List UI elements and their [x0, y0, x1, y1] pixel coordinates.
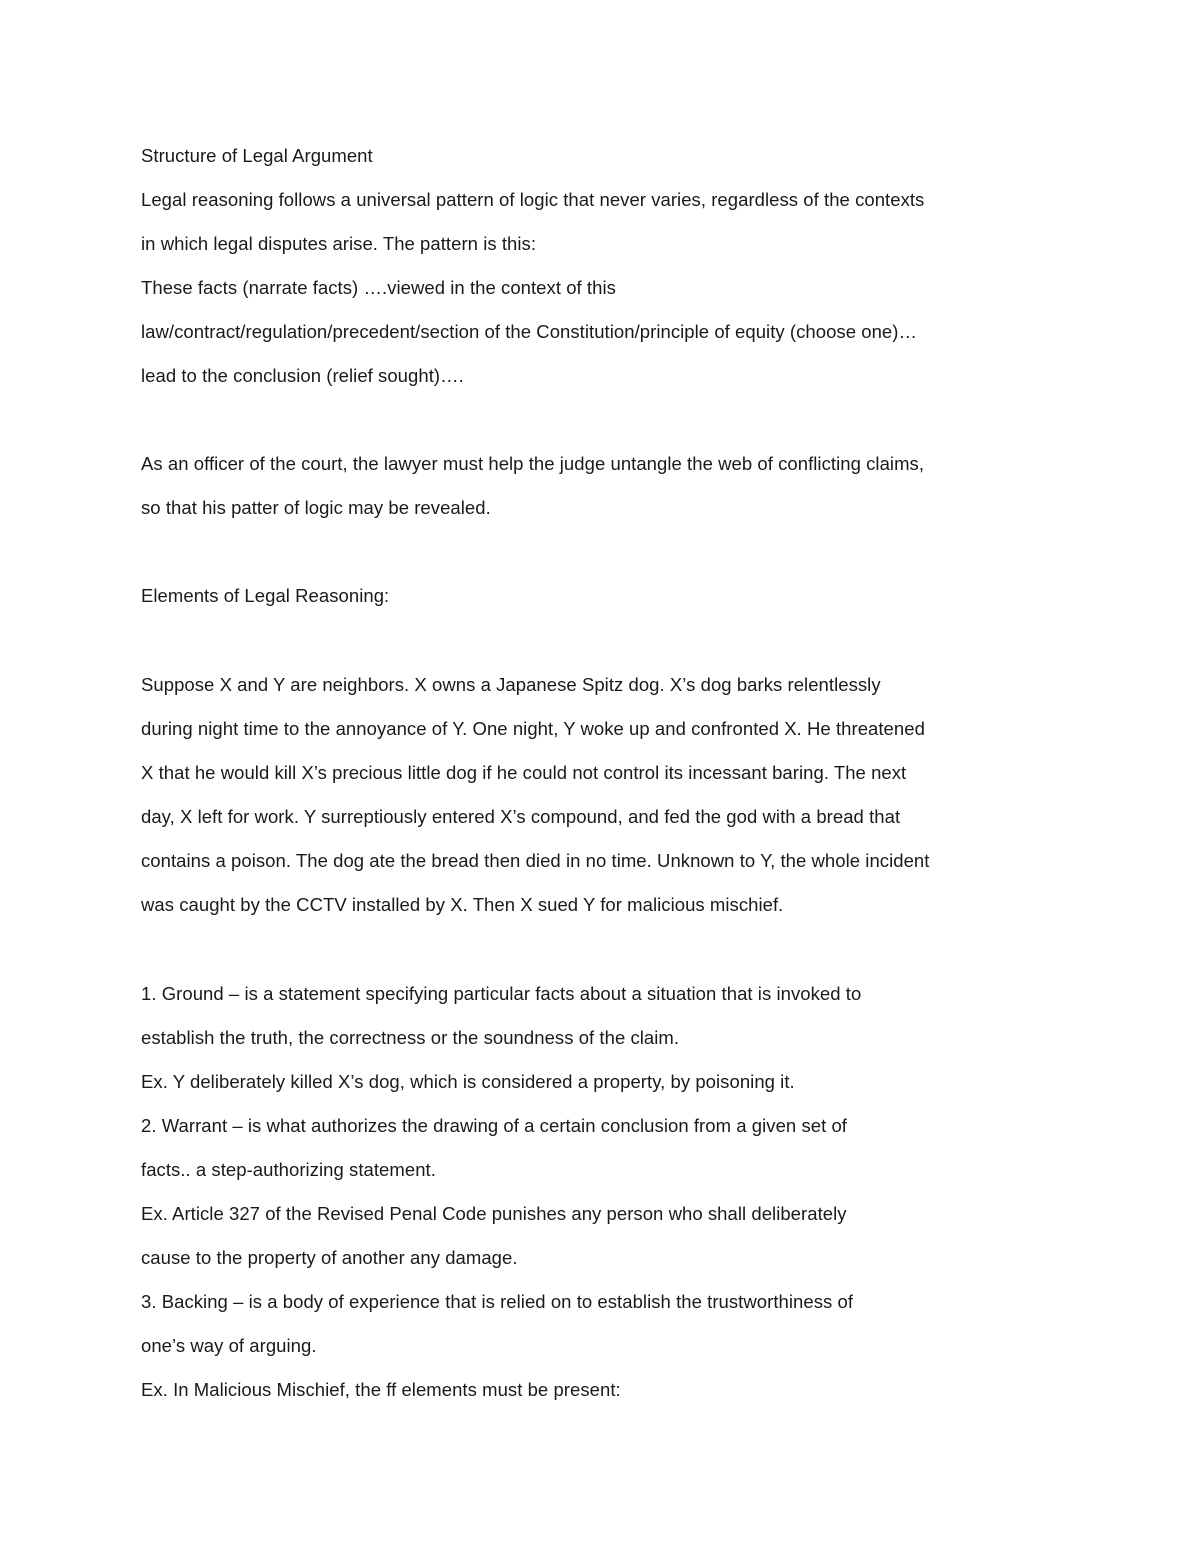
officer-line: so that his patter of logic may be revealed. [141, 497, 491, 518]
scenario-line: was caught by the CCTV installed by X. Then X sued Y for malicious mischief. [141, 894, 784, 915]
scenario-line: day, X left for work. Y surreptiously entered X’s compound, and fed the god with a bread that [141, 806, 901, 827]
scenario-line: contains a poison. The dog ate the bread then died in no time. Unknown to Y, the whole incident [141, 850, 930, 871]
element-line: cause to the property of another any damage. [141, 1247, 518, 1268]
scenario-line: X that he would kill X’s precious little dog if he could not control its incessant baring. The next [141, 762, 907, 783]
element-line: Ex. Y deliberately killed X’s dog, which is considered a property, by poisoning it. [141, 1071, 795, 1092]
officer-line: As an officer of the court, the lawyer must help the judge untangle the web of conflicting claims, [141, 453, 925, 474]
element-line: 3. Backing – is a body of experience that is relied on to establish the trustworthiness of [141, 1291, 854, 1312]
element-line: facts.. a step-authorizing statement. [141, 1159, 436, 1180]
element-line: one’s way of arguing. [141, 1335, 317, 1356]
intro-line: in which legal disputes arise. The pattern is this: [141, 233, 537, 254]
intro-line: These facts (narrate facts) ….viewed in the context of this [141, 277, 616, 298]
elements-heading: Elements of Legal Reasoning: [141, 585, 390, 606]
intro-line: lead to the conclusion (relief sought)…. [141, 365, 464, 386]
element-line: 1. Ground – is a statement specifying particular facts about a situation that is invoked to [141, 983, 862, 1004]
element-line: Ex. Article 327 of the Revised Penal Code punishes any person who shall deliberately [141, 1203, 847, 1224]
element-line: Ex. In Malicious Mischief, the ff elements must be present: [141, 1379, 621, 1400]
element-line: establish the truth, the correctness or the soundness of the claim. [141, 1027, 680, 1048]
intro-line: Legal reasoning follows a universal pattern of logic that never varies, regardless of the contexts [141, 189, 925, 210]
intro-line: law/contract/regulation/precedent/section of the Constitution/principle of equity (choose one)… [141, 321, 918, 342]
scenario-line: Suppose X and Y are neighbors. X owns a Japanese Spitz dog. X’s dog barks relentlessly [141, 674, 881, 695]
element-line: 2. Warrant – is what authorizes the drawing of a certain conclusion from a given set of [141, 1115, 847, 1136]
document-title: Structure of Legal Argument [141, 145, 373, 166]
scenario-line: during night time to the annoyance of Y. One night, Y woke up and confronted X. He threatened [141, 718, 925, 739]
